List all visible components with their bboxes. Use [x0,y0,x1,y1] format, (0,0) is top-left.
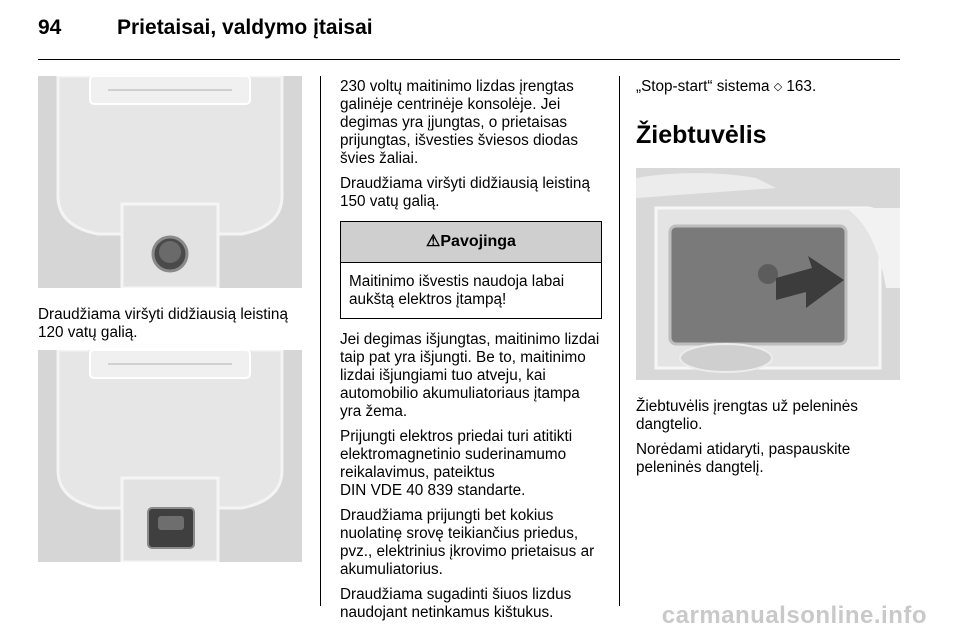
cigarette-lighter-illustration [636,168,900,380]
ignition-off-text: Jei degimas išjungtas, maitinimo lizdai taip pat yra išjungti. Be to, maitinimo lizdai išjungiami tuo atveju, kai automobilio akumuliatoriaus įtampa yra žema. [340,331,600,420]
column-left [38,306,303,349]
max-power-120w-text: Draudžiama viršyti didžiausią leistiną 120 vatų galią. [38,306,288,341]
plug-damage-text: Draudžiama sugadinti šiuos lizdus naudojant netinkamus kištukus. [340,586,572,621]
danger-title: Pavojinga [440,233,516,250]
page-reference-icon: ◇ [773,81,783,93]
danger-header [341,222,601,263]
page-number: 94 [38,16,62,39]
column-divider-2 [619,76,620,606]
stop-start-reference [636,78,900,96]
column-right [636,78,900,484]
column-divider-1 [320,76,321,606]
dc-accessories-text: Draudžiama prijungti bet kokius nuolatinę srovę teikiančius priedus, pvz., elektrinius įkrovimo prietaisus ar akumuliatorius. [340,507,595,578]
socket-description-text: 230 voltų maitinimo lizdas įrengtas galinėje centrinėje konsolėje. Jei degimas yra įjungtas, o prietaisas prijungtas, išvesties šviesos diodas švies žaliai. [340,78,579,167]
power-socket-open-illustration [38,350,302,562]
max-power-150w-text: Draudžiama viršyti didžiausią leistiną 150 vatų galią. [340,175,590,210]
reference-text: „Stop-start“ sistema [636,78,770,95]
danger-text: Maitinimo išvestis naudoja labai aukštą elektros įtampą! [349,273,565,308]
page-title: Prietaisai, valdymo įtaisai [117,16,373,39]
section-heading: Žiebtuvėlis [636,121,767,149]
power-socket-closed-illustration [38,76,302,288]
emc-line-2: DIN VDE 40 839 standarte. [340,482,526,499]
reference-page: 163. [786,78,817,95]
watermark: carmanualsonline.info [661,602,927,629]
emc-line-1: Prijungti elektros priedai turi atitikti elektromagnetinio suderinamumo reikalavimus, pateiktus [340,428,573,481]
lighter-location-text: Žiebtuvėlis įrengtas už peleninės dangtelio. [636,398,858,433]
danger-box [340,221,602,319]
emc-requirements-text [340,428,602,500]
warning-icon: ⚠ [426,233,441,250]
column-middle [340,78,602,629]
lighter-open-instructions: Norėdami atidaryti, paspauskite peleninės dangtelį. [636,441,851,476]
header-rule [38,59,900,60]
